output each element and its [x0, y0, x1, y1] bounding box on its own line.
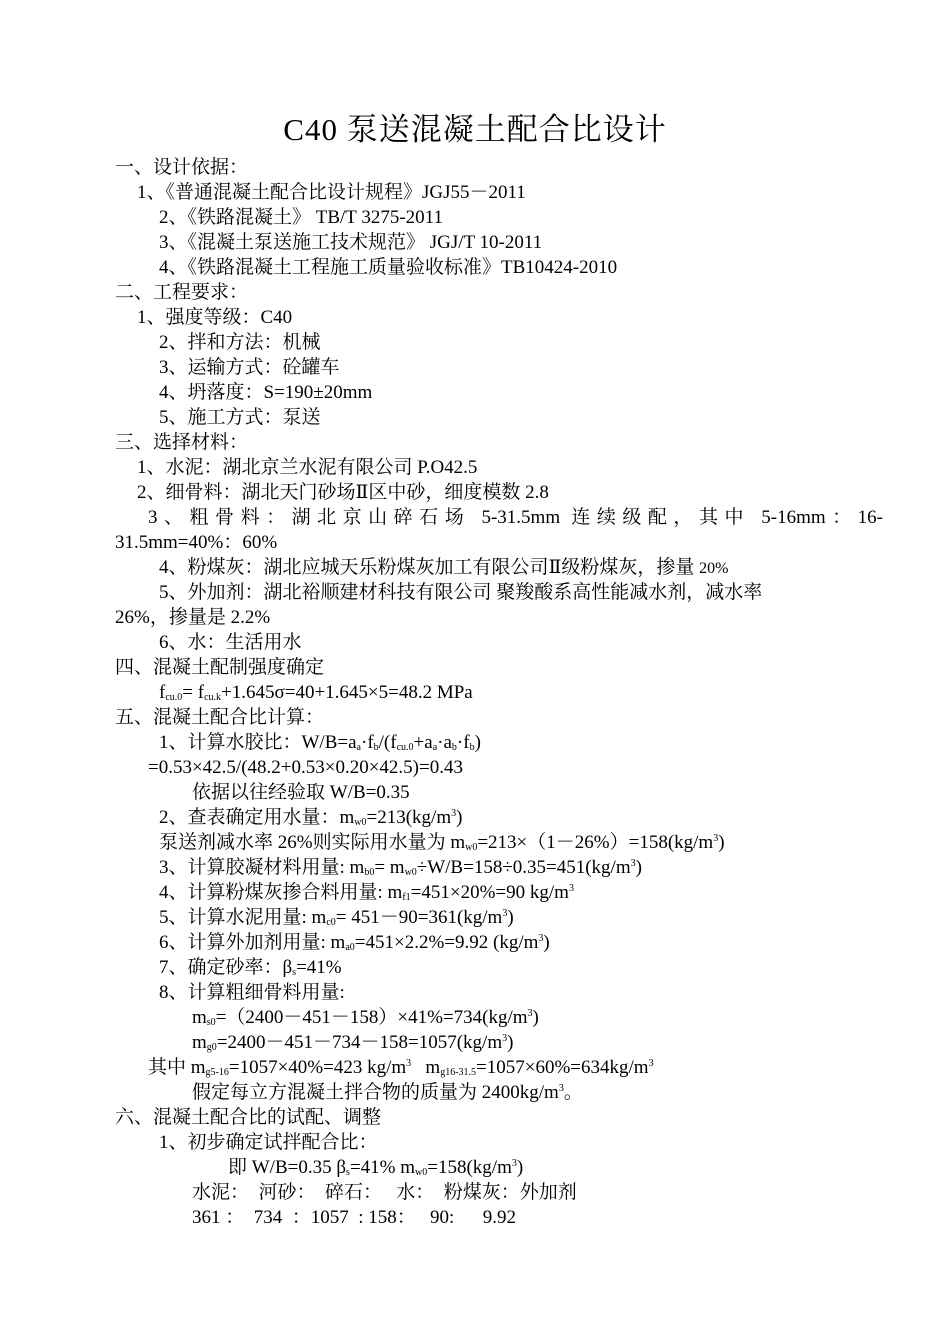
calc-wb-adopted: 依据以往经验取 W/B=0.35: [192, 782, 410, 803]
section-4-heading: 四、混凝土配制强度确定: [115, 657, 325, 678]
calc-water-binder-ratio: 1、计算水胶比：$W/B=a_a\cdot f_b/(f_{cu.0}+a_a\cdot a_b\cdot f_b)$: [159, 732, 481, 753]
page-title: C40 泵送混凝土配合比设计: [283, 112, 667, 147]
trial-mix-params: 即 W/B=0.35 $\beta_s=41\%$ $m_{w0}=158(kg/m^3)$: [228, 1157, 524, 1178]
basis-item-3: 3、《混凝土泵送施工技术规范》 JGJ/T 10-2011: [159, 232, 543, 253]
calc-aggregate-heading: 8、计算粗细骨料用量:: [159, 982, 345, 1003]
calc-water-actual: 泵送剂减水率 26%则实际用水量为 $m_{w0}=213\times(1-26\%)=158(kg/m^3)$: [159, 832, 725, 853]
calc-sand: $m_{s0}=(2400-451-158)\times 41\%=734(kg/m^3)$: [192, 1007, 539, 1028]
material-cement: 1、水泥：湖北京兰水泥有限公司 P.O42.5: [137, 457, 478, 478]
section-2-heading: 二、工程要求：: [115, 282, 249, 303]
material-flyash: 4、粉煤灰：湖北应城天乐粉煤灰加工有限公司Ⅱ级粉煤灰，掺量 20%: [159, 557, 729, 578]
mix-ratio-labels: 水泥： 河砂： 碎石： 水： 粉煤灰：外加剂: [192, 1182, 577, 1203]
requirement-item-1: 1、强度等级：C40: [137, 307, 293, 328]
calc-water-table: 2、查表确定用水量：$m_{w0}=213(kg/m^3)$: [159, 807, 463, 828]
trial-mix-heading: 1、初步确定试拌配合比：: [159, 1132, 378, 1153]
calc-flyash: 4、计算粉煤灰掺合料用量: $m_{f1}=451\times 20\%=90$ $kg/m^3$: [159, 882, 574, 903]
requirement-item-4: 4、坍落度：S=190±20mm: [159, 382, 373, 403]
section-6-heading: 六、混凝土配合比的试配、调整: [115, 1107, 382, 1128]
strength-formula: $f_{cu.0}= f_{cu.k}+1.645\sigma=40+1.645\times 5=48.2$ MPa: [159, 682, 473, 703]
basis-item-4: 4、《铁路混凝土工程施工质量验收标准》TB10424-2010: [159, 257, 618, 278]
calc-admixture: 6、计算外加剂用量: $m_{a0}=451\times 2.2\%=9.92$ $(kg/m^3)$: [159, 932, 550, 953]
calc-gravel-split: 其中 $m_{g5-16}=1057\times 40\%=423$ $kg/m^3$ $m_{g16-31.5}=1057\times 60\%=634kg/m^3$: [148, 1057, 654, 1078]
calc-wb-result: =0.53×42.5/(48.2+0.53×0.20×42.5)=0.43: [148, 757, 463, 778]
section-5-heading: 五、混凝土配合比计算：: [115, 707, 325, 728]
basis-item-2: 2、《铁路混凝土》 TB/T 3275-2011: [159, 207, 443, 228]
calc-assumed-mass: 假定每立方混凝土拌合物的质量为 $2400kg/m^3$。: [192, 1082, 583, 1103]
material-admixture: 5、外加剂：湖北裕顺建材科技有限公司 聚羧酸系高性能减水剂，减水率: [159, 582, 763, 603]
section-3-heading: 三、选择材料：: [115, 432, 249, 453]
material-coarse-aggregate-cont: 31.5mm=40%：60%: [115, 532, 278, 553]
calc-gravel: $m_{g0}=2400-451-734-158=1057(kg/m^3)$: [192, 1032, 514, 1053]
basis-item-1: 1、《普通混凝土配合比设计规程》JGJ55－2011: [137, 182, 526, 203]
calc-cement: 5、计算水泥用量: $m_{c0}= 451-90=361(kg/m^3)$: [159, 907, 514, 928]
material-water: 6、水：生活用水: [159, 632, 302, 653]
mix-ratio-values: 361 ： 734 ：1057 : 158： 90: 9.92: [192, 1207, 517, 1228]
calc-binder: 3、计算胶凝材料用量: $m_{b0}= m_{w0}\div W/B=158\div 0.35=451(kg/m^3)$: [159, 857, 642, 878]
requirement-item-5: 5、施工方式：泵送: [159, 407, 321, 428]
requirement-item-2: 2、拌和方法：机械: [159, 332, 321, 353]
requirement-item-3: 3、运输方式：砼罐车: [159, 357, 340, 378]
section-1-heading: 一、设计依据：: [115, 157, 249, 178]
material-coarse-aggregate: 3、粗骨料：湖北京山碎石场 5-31.5mm 连续级配，其中 5-16mm：16-: [148, 507, 883, 528]
calc-sand-rate: 7、确定砂率：$\beta_s=41\%$: [159, 957, 342, 978]
material-admixture-cont: 26%，掺量是 2.2%: [115, 607, 271, 628]
material-fine-aggregate: 2、细骨料：湖北天门砂场Ⅱ区中砂，细度模数 2.8: [137, 482, 549, 503]
